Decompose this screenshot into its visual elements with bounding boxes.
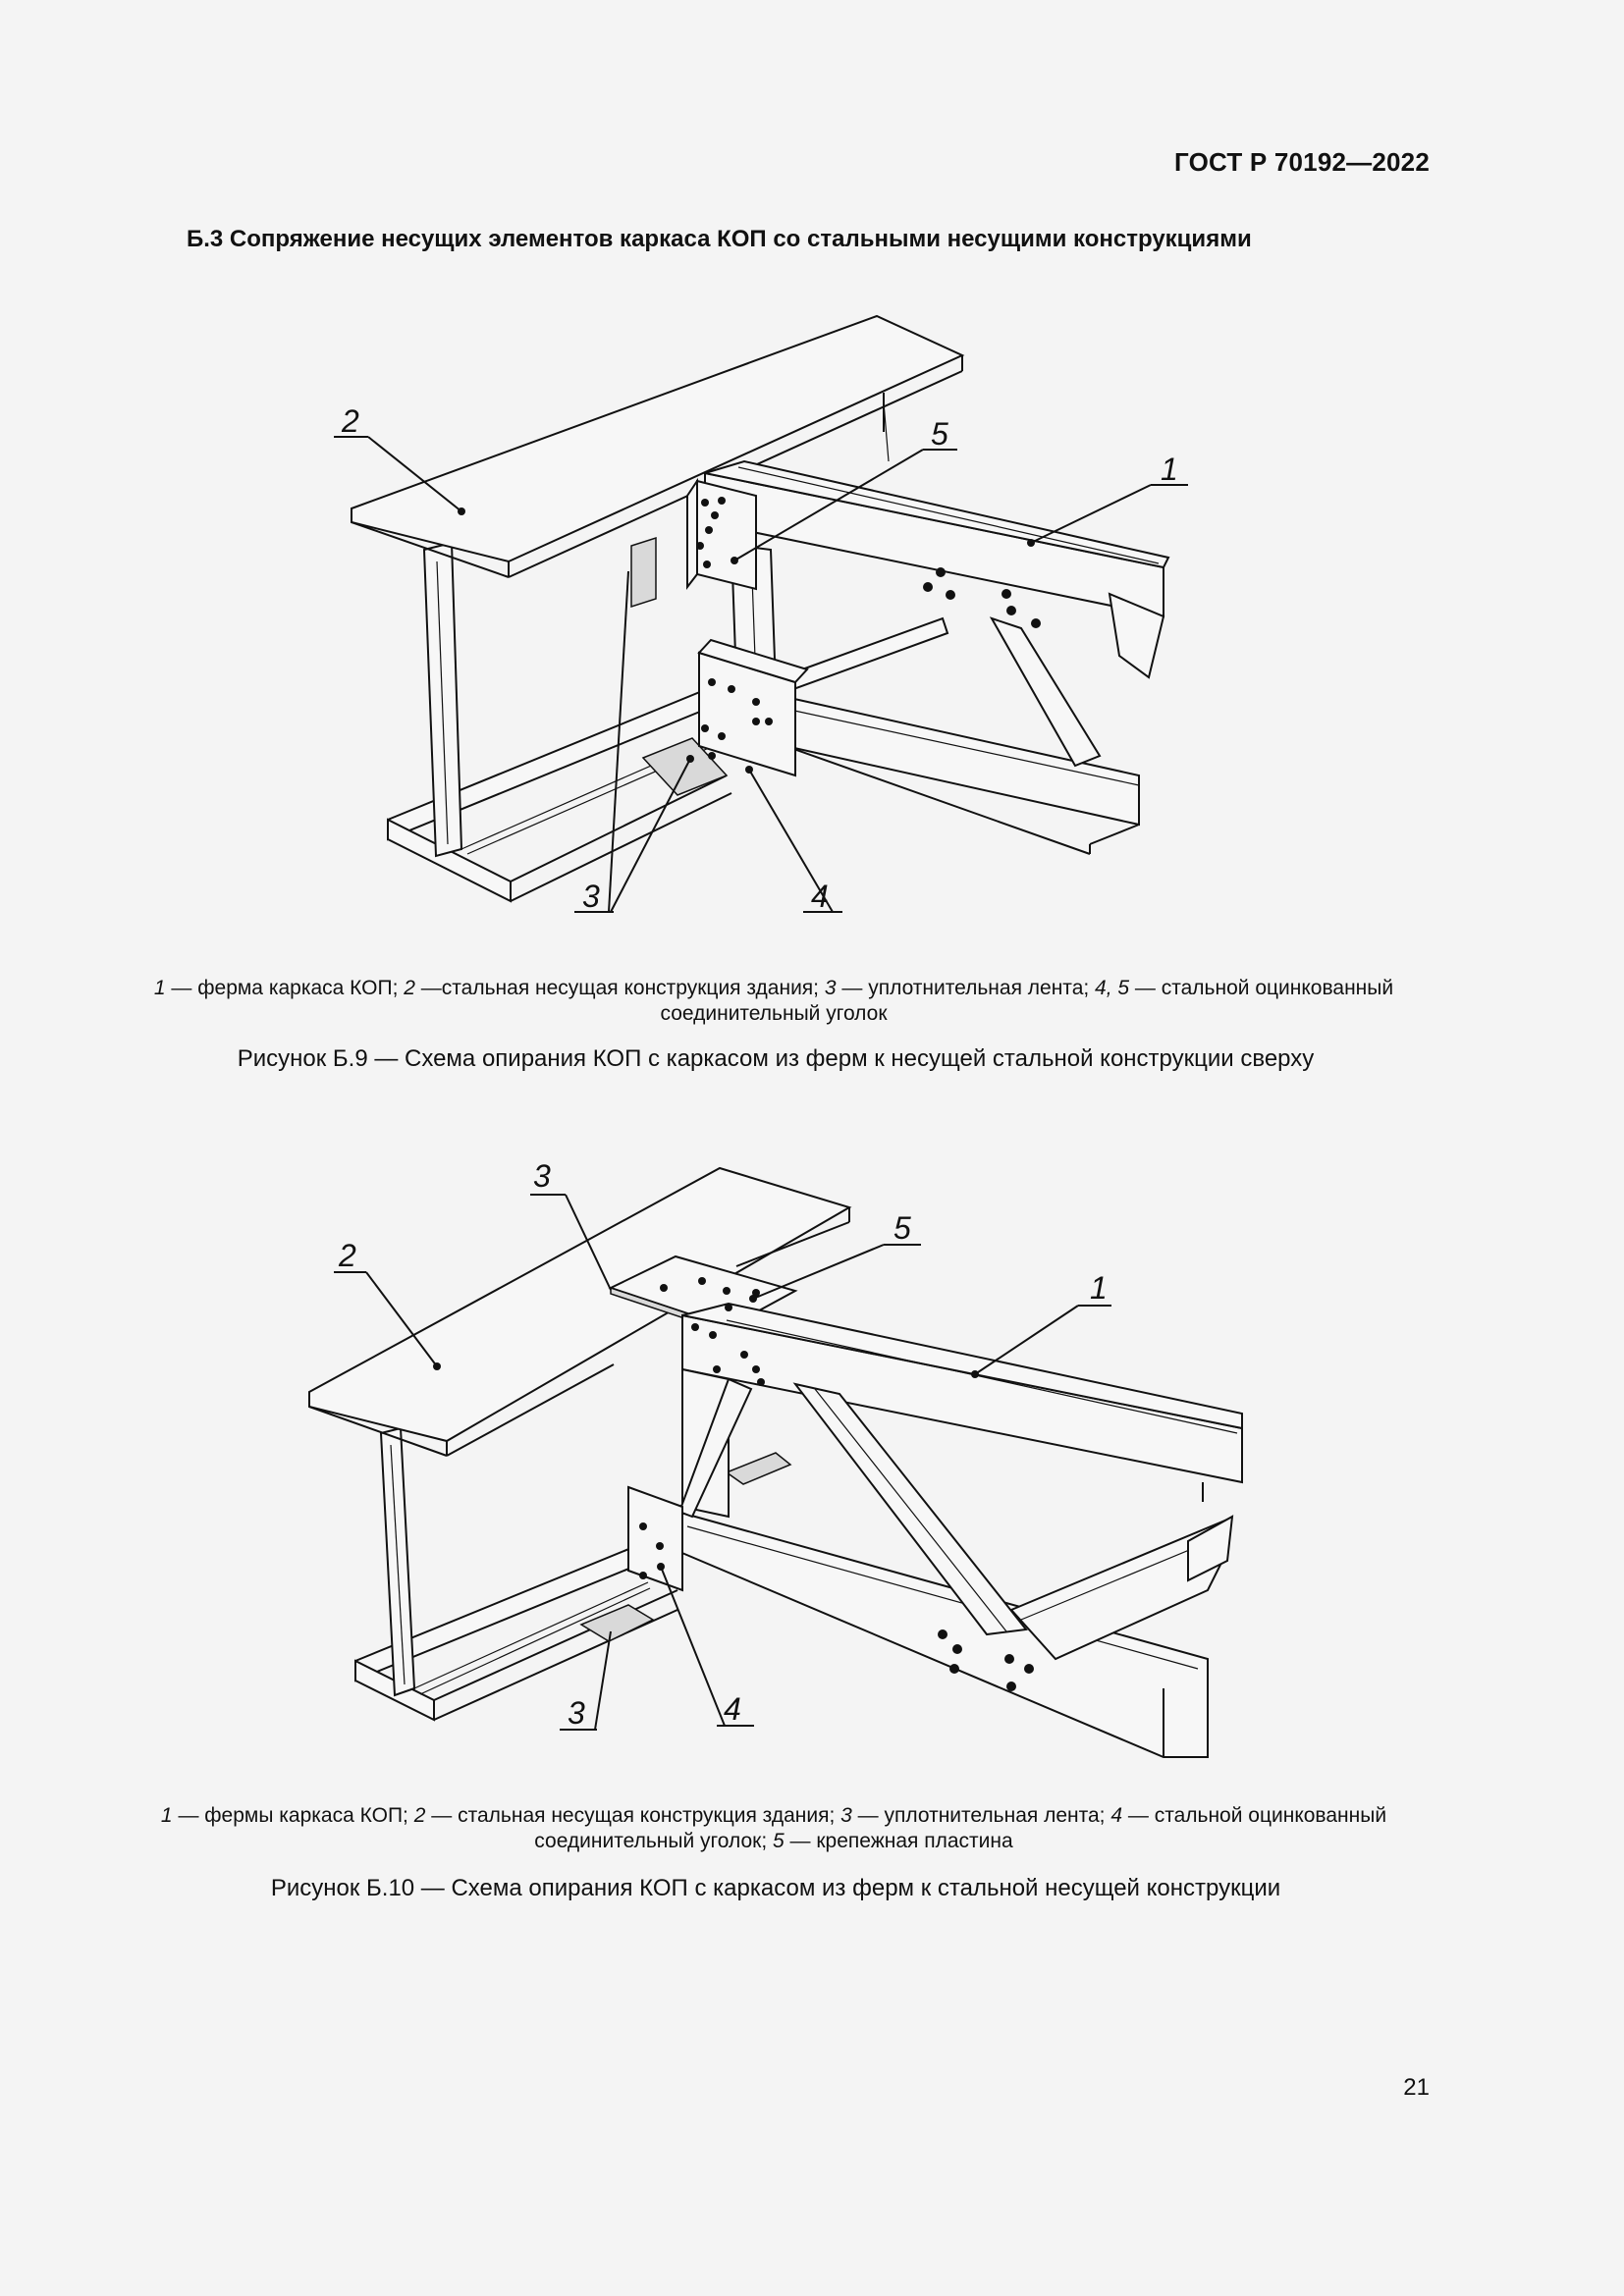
callout-3-bottom: 3 — [568, 1695, 585, 1731]
callout-5: 5 — [893, 1210, 911, 1246]
truss-diagonal — [992, 618, 1100, 766]
sealing-tape-bottom — [581, 1605, 653, 1641]
callout-2: 2 — [342, 403, 359, 439]
connector-angle-5 — [697, 481, 756, 589]
sealing-tape-web — [631, 538, 656, 607]
figure-b10-caption: Рисунок Б.10 — Схема опирания КОП с каркасом из ферм к стальной несущей конструкции — [270, 1875, 1281, 1901]
callout-5: 5 — [931, 416, 948, 452]
figure-b10-legend: 1 — фермы каркаса КОП; 2 — стальная несущая конструкция здания; 3 — уплотнительная лента; 4 — стальной оцинкованный соединительный уголок; 5 — крепежная пластина — [160, 1804, 1387, 1852]
figure-b9-drawing — [0, 304, 1624, 933]
figure-b9-caption: Рисунок Б.9 — Схема опирания КОП с каркасом из ферм к несущей стальной конструкции сверху — [237, 1045, 1315, 1072]
document-code: ГОСТ Р 70192—2022 — [1174, 147, 1430, 177]
figure-b9-legend: 1 — ферма каркаса КОП; 2 —стальная несущая конструкция здания; 3 — уплотнительная лента; 4, 5 — стальной оцинкованный соединительный уголок — [153, 977, 1394, 1025]
callout-3: 3 — [582, 879, 600, 914]
sealing-tape-mid — [727, 1453, 790, 1484]
callout-1: 1 — [1090, 1270, 1108, 1306]
page-number: 21 — [1403, 2074, 1430, 2101]
callout-1: 1 — [1161, 452, 1178, 487]
connector-angle-4 — [628, 1487, 682, 1590]
callout-4: 4 — [811, 879, 829, 914]
callout-4: 4 — [724, 1691, 741, 1727]
callout-3-top: 3 — [533, 1158, 551, 1194]
callout-2: 2 — [339, 1238, 356, 1273]
figure-b10-drawing — [0, 1148, 1624, 1777]
section-title: Б.3 Сопряжение несущих элементов каркаса КОП со стальными несущими конструкциями — [187, 226, 1252, 252]
